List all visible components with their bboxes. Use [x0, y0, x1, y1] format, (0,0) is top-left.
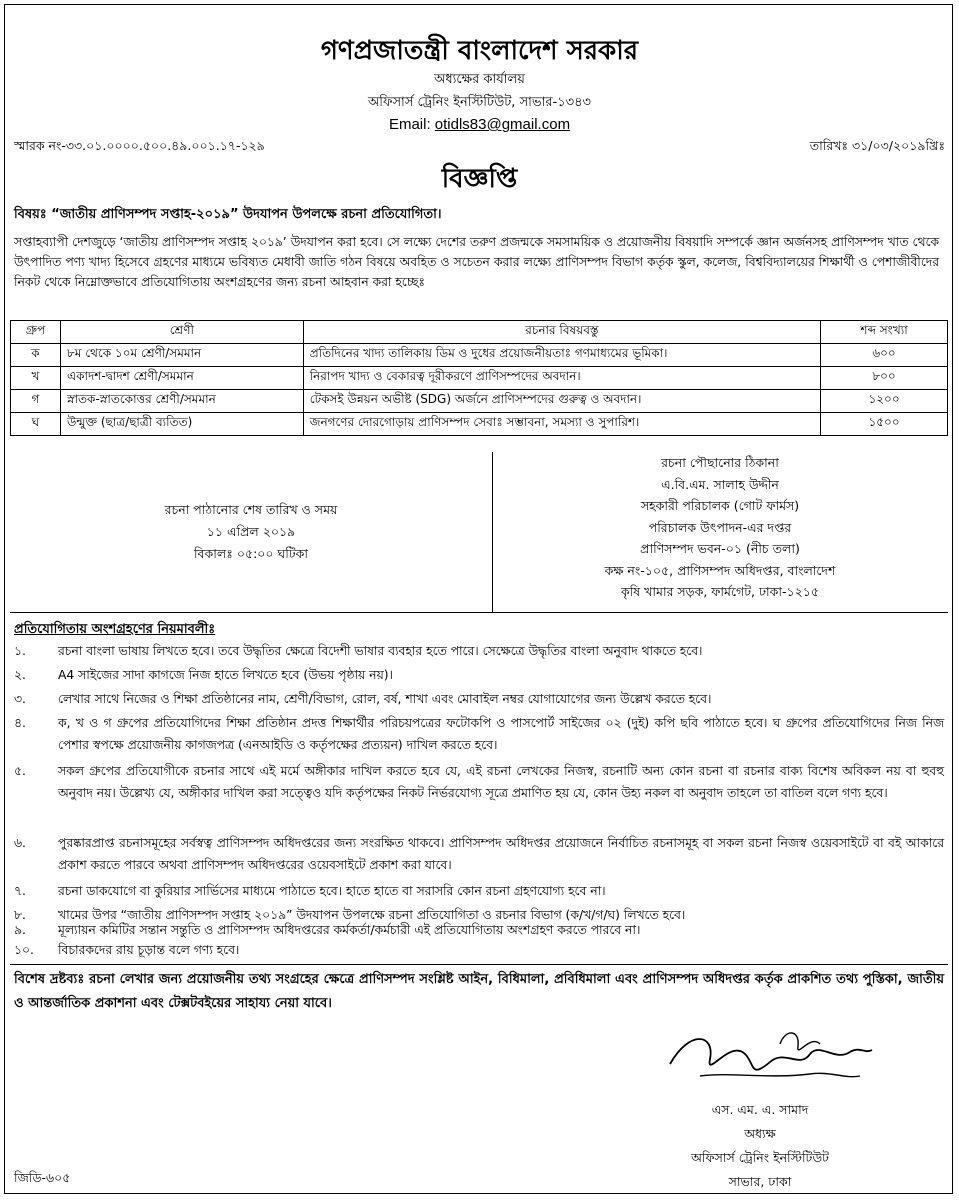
address-line: কক্ষ নং-১০৫, প্রাণিসম্পদ অধিদপ্তর, বাংলাদেশ: [604, 562, 836, 578]
rules-title: প্রতিযোগিতায় অংশগ্রহণের নিয়মাবলীঃ: [14, 622, 216, 637]
email-line: [0, 116, 959, 133]
table-row: [11, 344, 948, 367]
row-class: উন্মুক্ত (ছাত্র/ছাত্রী ব্যতিত): [60, 413, 303, 436]
rule-text: রচনা ডাকযোগে বা কুরিয়ার সার্ভিসের মাধ্যমে পাঠাতে হবে। হাতে হাতে বা সরাসরি কোন রচনা গ্রহণযোগ্য হবে না।: [58, 884, 606, 898]
notice-date: তারিখঃ ৩১/০৩/২০১৯খ্রিঃ: [809, 138, 945, 153]
signatory-block: [640, 1098, 880, 1194]
signatory-designation: অধ্যক্ষ: [744, 1126, 776, 1141]
rule-text: A4 সাইজের সাদা কাগজে নিজ হাতে লিখতে হবে (উভয় পৃষ্ঠায় নয়)।: [58, 668, 393, 682]
rule-number: ৫.: [14, 764, 26, 778]
address-block: [492, 452, 948, 603]
table-row: [11, 390, 948, 413]
rule-number: ৭.: [14, 884, 26, 898]
competition-table: [10, 320, 948, 436]
row-group: ঘ: [11, 413, 61, 436]
rule-text: লেখার সাথে নিজের ও শিক্ষা প্রতিষ্ঠানের নাম, শ্রেণী/বিভাগ, রোল, বর্ষ, শাখা এবং মোবাইল নম্বর যোগাযোগের জন্য উল্লেখ করতে হবে।: [58, 692, 712, 706]
rule-text: খামের উপর “জাতীয় প্রাণিসম্পদ সপ্তাহ ২০১৯” উদযাপন উপলক্ষে রচনা প্রতিযোগিতা ও রচনার বিভাগ (ক/খ/গ/ঘ) লিখতে হবে।: [58, 908, 686, 922]
special-note: [14, 968, 944, 1016]
rule-number: ৪.: [14, 716, 26, 730]
address-line: প্রাণিসম্পদ ভবন-০১ (নীচ তলা): [640, 541, 800, 556]
address-label: রচনা পৌছানোর ঠিকানা: [661, 455, 779, 470]
address-line: এ.বি.এম. সালাহ উদ্দীন: [661, 476, 779, 492]
deadline-date: ১১ এপ্রিল ২০১৯: [206, 524, 296, 539]
office-name: অধ্যক্ষের কার্যালয়: [434, 72, 525, 87]
rule-number: ৬.: [14, 836, 26, 850]
rule-number: ২.: [14, 668, 26, 682]
rule-item: [14, 688, 944, 710]
row-class: ৮ম থেকে ১০ম শ্রেণী/সমমান: [60, 344, 303, 367]
row-group: খ: [11, 367, 61, 390]
government-title: গণপ্রজাতন্ত্রী বাংলাদেশ সরকার: [320, 36, 639, 66]
rule-item: [14, 940, 944, 960]
header-class: শ্রেণী: [60, 321, 303, 344]
memo-number: স্মারক নং-৩৩.০১.০০০০.৫০০.৪৯.০০১.১৭-১২৯: [14, 138, 265, 153]
email-label: Email:: [388, 116, 435, 133]
row-topic: জনগণের দোরগোড়ায় প্রাণিসম্পদ সেবাঃ সম্ভাবনা, সমস্যা ও সুপারিশ।: [303, 413, 820, 436]
row-words: ৮০০: [821, 367, 948, 390]
rule-text: রচনা বাংলা ভাষায় লিখতে হবে। তবে উদ্ধৃতির ক্ষেত্রে বিদেশী ভাষার ব্যবহার হতে পারে। সেক্ষেত্রে উদ্ধৃতির বাংলা অনুবাদ থাকতে হবে।: [58, 644, 703, 658]
row-topic: প্রতিদিনের খাদ্য তালিকায় ডিম ও দুধের প্রয়োজনীয়তাঃ গণমাধ্যমের ভূমিকা।: [303, 344, 820, 367]
rule-text: পুরষ্কারপ্রাপ্ত রচনাসমূহের সর্বস্বত্ব প্রাণিসম্পদ অধিদপ্তরের জন্য সংরক্ষিত থাকবে। প্রাণিসম্পদ অধিদপ্তর প্রয়োজনে নির্বাচিত রচনাসমূহ বা সকল রচনা নিজস্ব ওয়েবসাইটে বা বই আকারে প্রকাশ করতে পারবে অথবা প্রাণিসম্পদ অধিদপ্তরের ওয়েবসাইটে প্রকাশ করা যাবে।: [58, 836, 944, 872]
rule-number: ১০.: [14, 943, 34, 957]
rule-number: ১.: [14, 644, 26, 658]
deadline-block: [10, 452, 492, 612]
row-class: স্নাতক-স্নাতকোত্তর শ্রেণী/সমমান: [60, 390, 303, 413]
deadline-time: বিকালঃ ০৫:০০ ঘটিকা: [193, 546, 308, 561]
rule-text: মূল্যায়ন কমিটির সন্তান সন্তুতি ও প্রাণিসম্পদ অধিদপ্তরের কর্মকর্তা/কর্মচারী এই প্রতিযোগিতায় অংশগ্রহণ করতে পারবে না।: [58, 923, 641, 937]
signatory-name: এস. এম. এ. সামাদ: [711, 1102, 809, 1117]
table-row: [11, 413, 948, 436]
row-words: ৬০০: [821, 344, 948, 367]
rule-item: [14, 832, 944, 876]
rule-item: [14, 880, 944, 902]
rule-item: [14, 664, 944, 686]
row-class: একাদশ-দ্বাদশ শ্রেণী/সমমান: [60, 367, 303, 390]
row-words: ১৫০০: [821, 413, 948, 436]
row-group: গ: [11, 390, 61, 413]
row-group: ক: [11, 344, 61, 367]
table-header-row: [11, 321, 948, 344]
signature-mark: [660, 1024, 880, 1094]
table-row: [11, 367, 948, 390]
rule-item: [14, 640, 944, 662]
intro-paragraph: সপ্তাহব্যাপী দেশজুড়ে ‘জাতীয় প্রাণিসম্পদ সপ্তাহ ২০১৯’ উদযাপন করা হবে। সে লক্ষ্যে দেশের তরুণ প্রজন্মকে সমসাময়িক ও প্রয়োজনীয় বিষয়াদি সম্পর্কে জ্ঞান অর্জনসহ প্রাণিসম্পদ খাত থেকে উৎপাদিত পণ্য খাদ্য হিসেবে গ্রহণের মাধ্যমে ভবিষ্যত মেধাবী জাতি গঠন বিষয়ে অবহিত ও সচেতন করার লক্ষ্যে প্রাণিসম্পদ বিভাগ কর্তৃক স্কুল, কলেজ, বিশ্ববিদ্যালয়ের শিক্ষার্থী ও পেশাজীবীদের নিকট থেকে নিম্নোক্তভাবে প্রতিযোগিতায় অংশগ্রহণের জন্য রচনা আহবান করা হচ্ছেঃ: [14, 235, 939, 289]
note-divider: [10, 964, 948, 965]
address-line: কৃষি খামার সড়ক, ফার্মগেট, ঢাকা-১২১৫: [620, 584, 820, 599]
notice-heading: বিজ্ঞপ্তি: [441, 164, 518, 194]
note-text: বিশেষ দ্রষ্টব্যঃ রচনা লেখার জন্য প্রয়োজনীয় তথ্য সংগ্রহের ক্ষেত্রে প্রাণিসম্পদ সংশ্লিষ্ট আইন, বিধিমালা, প্রবিধিমালা এবং প্রাণিসম্পদ অধিদপ্তর কর্তৃক প্রাকশিত তথ্য পুস্তিকা, জাতীয় ও আন্তর্জাতিক প্রকাশনা এবং টেক্সটবইয়ের সাহায্য নেয়া যাবে।: [14, 972, 944, 1011]
rule-item: [14, 712, 944, 756]
header-group: গ্রুপ: [11, 321, 61, 344]
row-words: ১২০০: [821, 390, 948, 413]
rule-text: সকল গ্রুপের প্রতিযোগীকে রচনার সাথে এই মর্মে অঙ্গীকার দাখিল করতে হবে যে, এই রচনা লেখকের নিজস্ব, রচনাটি অন্য কোন রচনা বা রচনার বাক্য বিশেষ অবিকল নয় বা হুবহু অনুবাদ নয়। উল্লেখ্য যে, অঙ্গীকার দাখিল করা সত্ত্বেও যদি কর্তৃপক্ষের নিকট নির্ভরযোগ্য সূত্রে প্রমাণিত হয় যে, কোন উহ্য নকল বা অনুবাদ তাহলে তা বাতিল বলে গণ্য হবে।: [58, 764, 944, 800]
institute-name: অফিসার্স ট্রেনিং ইনস্টিটিউট, সাভার-১৩৪৩: [367, 95, 592, 110]
header-topic: রচনার বিষয়বস্তু: [303, 321, 820, 344]
signatory-office: অফিসার্স ট্রেনিং ইনস্টিটিউট: [691, 1150, 829, 1165]
rule-item: [14, 920, 944, 940]
section-divider: [10, 612, 948, 613]
signatory-place: সাভার, ঢাকা: [728, 1174, 792, 1189]
rule-text: ক, খ ও গ গ্রুপের প্রতিযোগিদের শিক্ষা প্রতিষ্ঠান প্রদত্ত শিক্ষার্থীর পরিচয়পত্রের ফটোকপি ও পাসপোর্ট সাইজের ০২ (দুই) কপি ছবি পাঠাতে হবে। ঘ গ্রুপের প্রতিযোগিদের নিজ নিজ পেশার স্বপক্ষে প্রয়োজনীয় কাগজপত্র (এনআইডি ও কর্তৃপক্ষের প্রত্যয়ন) দাখিল করতে হবে।: [58, 716, 944, 752]
rule-item: [14, 760, 944, 804]
address-line: সহকারী পরিচালক (গোট ফার্মস): [640, 498, 800, 513]
rule-text: বিচারকদের রায় চূড়ান্ত বলে গণ্য হবে।: [58, 943, 240, 957]
row-topic: টেকসই উন্নয়ন অভীষ্ট (SDG) অর্জনে প্রাণিসম্পদের গুরুত্ব ও অবদান।: [303, 390, 820, 413]
rule-number: ৯.: [14, 923, 26, 937]
deadline-label: রচনা পাঠানোর শেষ তারিখ ও সময়: [164, 502, 338, 517]
email-link[interactable]: otidls83@gmail.com: [434, 116, 571, 133]
row-topic: নিরাপদ খাদ্য ও বেকারত্ব দূরীকরণে প্রাণিসম্পদের অবদান।: [303, 367, 820, 390]
header-word-count: শব্দ সংখ্যা: [821, 321, 948, 344]
address-line: পরিচালক উৎপাদন-এর দপ্তর: [648, 519, 792, 535]
notice-subject: বিষয়ঃ “জাতীয় প্রাণিসম্পদ সপ্তাহ-২০১৯” উদযাপন উপলক্ষে রচনা প্রতিযোগিতা।: [14, 207, 442, 222]
rule-number: ৮.: [14, 908, 26, 922]
gd-number: জিডি-৬০৫: [14, 1170, 71, 1185]
rule-number: ৩.: [14, 692, 26, 706]
